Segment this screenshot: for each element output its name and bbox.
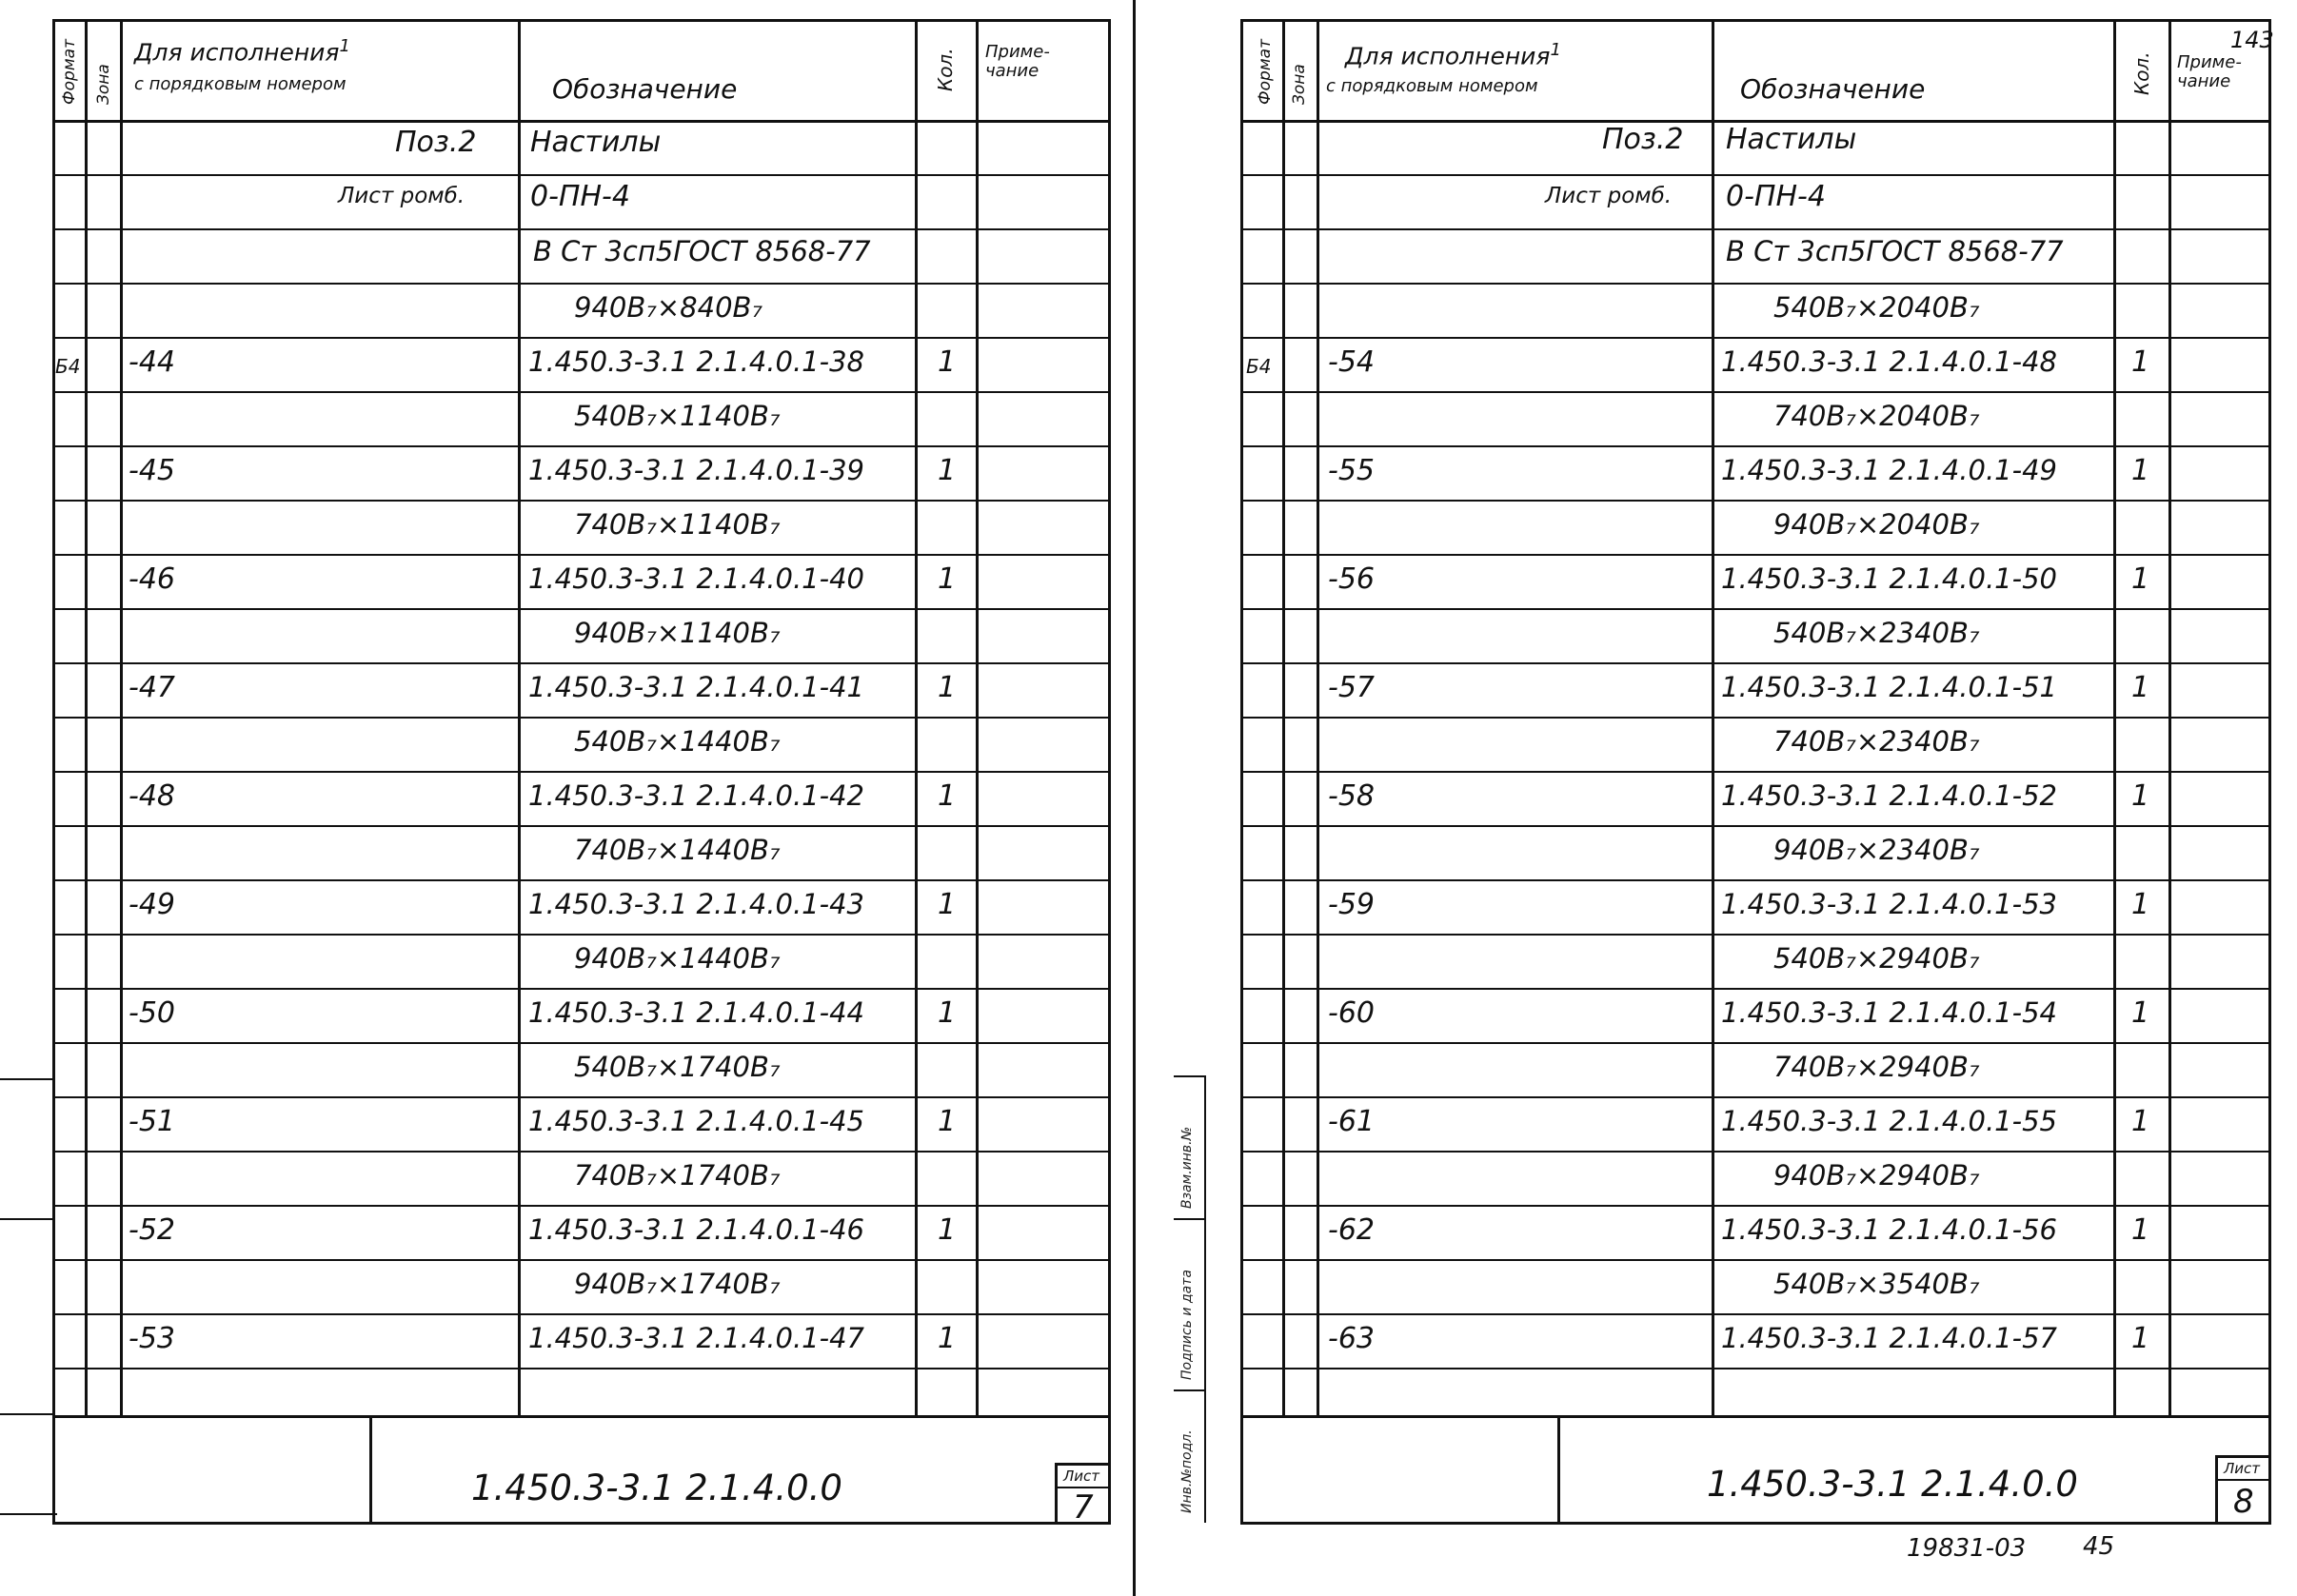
page-number: 143 (2230, 27, 2274, 53)
item-quantity: 1 (2131, 1213, 2150, 1247)
item-number: -56 (1328, 562, 1375, 596)
row-divider (52, 717, 1111, 719)
document-code: 1.450.3-3.1 2.1.4.0.0 (471, 1468, 842, 1508)
item-number: -61 (1328, 1105, 1375, 1138)
item-designation: 1.450.3-3.1 2.1.4.0.1-52 (1721, 779, 2057, 812)
material-spec: В Ст 3сп5ГОСТ 8568-77 (1726, 235, 2064, 267)
item-quantity: 1 (938, 345, 957, 379)
sheet-number-divider (2218, 1479, 2271, 1481)
row-divider (52, 771, 1111, 773)
item-number: -55 (1328, 454, 1375, 487)
item-designation: 1.450.3-3.1 2.1.4.0.1-57 (1721, 1322, 2057, 1354)
item-designation: 1.450.3-3.1 2.1.4.0.1-47 (528, 1322, 864, 1354)
position-label: Поз.2 (395, 126, 477, 159)
item-designation: 1.450.3-3.1 2.1.4.0.1-38 (528, 345, 864, 378)
header-zone: Зона (94, 64, 113, 105)
header-execution-sub: с порядковым номером (134, 74, 347, 94)
sheet-number-box (2215, 1455, 2271, 1525)
row-divider (1240, 337, 2271, 339)
item-designation: 1.450.3-3.1 2.1.4.0.1-43 (528, 888, 864, 920)
item-designation: 1.450.3-3.1 2.1.4.0.1-56 (1721, 1213, 2057, 1246)
row-divider (1240, 1042, 2271, 1044)
header-format: Формат (60, 39, 79, 105)
item-quantity: 1 (938, 562, 957, 596)
item-designation: 1.450.3-3.1 2.1.4.0.1-53 (1721, 888, 2057, 920)
item-size: 740В₇×2940В₇ (1773, 1051, 1980, 1083)
row-divider (52, 1042, 1111, 1044)
row-divider (52, 1096, 1111, 1098)
header-qty: Кол. (2130, 51, 2153, 95)
item-designation: 1.450.3-3.1 2.1.4.0.1-42 (528, 779, 864, 812)
row-divider (52, 554, 1111, 556)
item-size: 940В₇×2340В₇ (1773, 834, 1980, 866)
row-divider (52, 391, 1111, 393)
row-divider (1240, 554, 2271, 556)
item-size: 540В₇×1140В₇ (574, 400, 781, 432)
item-quantity: 1 (2131, 671, 2150, 704)
header-execution-title: Для исполнения$^1$ (134, 36, 350, 67)
item-size: 940В₇×2940В₇ (1773, 1159, 1980, 1192)
material-spec: В Ст 3сп5ГОСТ 8568-77 (533, 235, 871, 267)
item-quantity: 1 (2131, 454, 2150, 487)
item-size: 940В₇×2040В₇ (1773, 508, 1980, 541)
item-number: -60 (1328, 996, 1375, 1030)
item-number: -49 (129, 888, 175, 921)
header-note: Приме-чание (985, 42, 1050, 81)
edge-tick (0, 1513, 57, 1515)
item-size: 940В₇×1440В₇ (574, 942, 781, 975)
sheet-value: 0-ПН-4 (530, 180, 630, 213)
row-divider (52, 825, 1111, 827)
row-divider (1240, 771, 2271, 773)
item-designation: 1.450.3-3.1 2.1.4.0.1-55 (1721, 1105, 2057, 1137)
item-size: 740В₇×1740В₇ (574, 1159, 781, 1192)
sheet-number-label: Лист (1063, 1468, 1100, 1485)
header-zone: Зона (1290, 64, 1309, 105)
row-divider (1240, 717, 2271, 719)
position-label: Поз.2 (1602, 123, 1684, 156)
item-size: 740В₇×1440В₇ (574, 834, 781, 866)
position-value: Настилы (1726, 123, 1857, 156)
item-designation: 1.450.3-3.1 2.1.4.0.1-40 (528, 562, 864, 595)
item-designation: 1.450.3-3.1 2.1.4.0.1-50 (1721, 562, 2057, 595)
row-divider (52, 228, 1111, 230)
stamp-divider (1174, 1389, 1204, 1391)
header-qty: Кол. (934, 48, 957, 91)
item-size: 940В₇×1740В₇ (574, 1268, 781, 1300)
sheet-number: 8 (2233, 1483, 2254, 1521)
item-quantity: 1 (938, 671, 957, 704)
item-quantity: 1 (938, 454, 957, 487)
row-divider (52, 608, 1111, 610)
row-divider (1240, 500, 2271, 502)
row-divider (52, 337, 1111, 339)
item-quantity: 1 (2131, 345, 2150, 379)
row-divider (1240, 228, 2271, 230)
item-designation: 1.450.3-3.1 2.1.4.0.1-46 (528, 1213, 864, 1246)
item-quantity: 1 (938, 779, 957, 813)
item-number: -52 (129, 1213, 175, 1247)
row-divider (52, 934, 1111, 936)
edge-tick (0, 1413, 52, 1415)
row-divider (52, 1151, 1111, 1153)
row-divider (52, 1368, 1111, 1369)
item-designation: 1.450.3-3.1 2.1.4.0.1-44 (528, 996, 864, 1029)
row-divider (1240, 879, 2271, 881)
item-designation: 1.450.3-3.1 2.1.4.0.1-41 (528, 671, 864, 703)
item-number: -58 (1328, 779, 1375, 813)
row-divider (52, 1259, 1111, 1261)
stamp-vzam-inv: Взам.инв.№ (1179, 1126, 1195, 1209)
row-divider (1240, 1096, 2271, 1098)
header-format: Формат (1256, 39, 1275, 105)
item-size: 740В₇×1140В₇ (574, 508, 781, 541)
item-designation: 1.450.3-3.1 2.1.4.0.1-51 (1721, 671, 2057, 703)
row-divider (52, 1205, 1111, 1207)
item-size: 740В₇×2040В₇ (1773, 400, 1980, 432)
row-divider (52, 174, 1111, 176)
document-code: 1.450.3-3.1 2.1.4.0.0 (1707, 1464, 2078, 1505)
row-divider (1240, 988, 2271, 990)
row-divider (1240, 934, 2271, 936)
edge-tick (0, 1078, 52, 1080)
row-divider (1240, 662, 2271, 664)
item-number: -62 (1328, 1213, 1375, 1247)
header-execution-sub: с порядковым номером (1326, 76, 1538, 96)
item-size: 540В₇×1440В₇ (574, 725, 781, 758)
item-number: -44 (129, 345, 175, 379)
sheet-right (1240, 19, 2274, 1563)
row-divider (52, 283, 1111, 285)
item-number: -51 (129, 1105, 175, 1138)
item-size: 540В₇×3540В₇ (1773, 1268, 1980, 1300)
item-size: 540В₇×2340В₇ (1773, 617, 1980, 649)
header-execution-title: Для исполнения$^1$ (1345, 40, 1561, 70)
item-quantity: 1 (938, 1322, 957, 1355)
format-mark: Б4 (1246, 355, 1272, 378)
sheet-number: 7 (1073, 1488, 1094, 1527)
item-number: -46 (129, 562, 175, 596)
item-number: -48 (129, 779, 175, 813)
item-designation: 1.450.3-3.1 2.1.4.0.1-45 (528, 1105, 864, 1137)
item-quantity: 1 (2131, 562, 2150, 596)
row-divider (1240, 1151, 2271, 1153)
row-divider (52, 988, 1111, 990)
sheet-label: Лист ромб. (1545, 184, 1673, 208)
footer-archive-code: 19831-03 (1907, 1534, 2027, 1563)
row-divider (1240, 1313, 2271, 1315)
item-number: -59 (1328, 888, 1375, 921)
row-divider (1240, 1368, 2271, 1369)
item-number: -45 (129, 454, 175, 487)
item-size: 540В₇×2940В₇ (1773, 942, 1980, 975)
item-size: 540В₇×1740В₇ (574, 1051, 781, 1083)
title-block (1240, 1415, 2271, 1525)
item-quantity: 1 (938, 1105, 957, 1138)
item-number: -63 (1328, 1322, 1375, 1355)
item-number: -54 (1328, 345, 1375, 379)
row-divider (52, 662, 1111, 664)
header-note: Приме-чание (2177, 52, 2242, 91)
item-quantity: 1 (2131, 1322, 2150, 1355)
row-divider (1240, 391, 2271, 393)
row-divider (52, 445, 1111, 447)
row-divider (1240, 283, 2271, 285)
item-number: -57 (1328, 671, 1375, 704)
item-designation: 1.450.3-3.1 2.1.4.0.1-39 (528, 454, 864, 486)
sheet-number-box (1055, 1463, 1111, 1525)
item-number: -47 (129, 671, 175, 704)
item-quantity: 1 (938, 888, 957, 921)
item-quantity: 1 (938, 1213, 957, 1247)
footer-archive-number: 45 (2083, 1532, 2115, 1561)
page-gutter (1133, 0, 1136, 1596)
stamp-inv-podl: Инв.№подл. (1179, 1429, 1195, 1513)
sheet-number-label: Лист (2224, 1460, 2261, 1477)
sheet-value: 0-ПН-4 (1726, 180, 1826, 213)
stamp-divider (1174, 1218, 1204, 1220)
title-block (52, 1415, 1111, 1525)
format-mark: Б4 (55, 355, 81, 378)
row-divider (1240, 1259, 2271, 1261)
row-divider (1240, 1205, 2271, 1207)
row-divider (1240, 608, 2271, 610)
item-quantity: 1 (2131, 779, 2150, 813)
item-designation: 1.450.3-3.1 2.1.4.0.1-48 (1721, 345, 2057, 378)
item-quantity: 1 (2131, 1105, 2150, 1138)
row-divider (1240, 445, 2271, 447)
side-stamp (1174, 1075, 1206, 1523)
stamp-divider (1174, 1075, 1204, 1077)
title-block-divider (1557, 1418, 1560, 1525)
item-quantity: 1 (2131, 996, 2150, 1030)
header-designation: Обозначение (552, 73, 738, 105)
edge-tick (0, 1218, 52, 1220)
row-divider (52, 1313, 1111, 1315)
header-divider (52, 120, 1111, 123)
row-divider (52, 879, 1111, 881)
item-quantity: 1 (938, 996, 957, 1030)
sheet-label: Лист ромб. (338, 184, 465, 208)
item-size: 940В₇×840В₇ (574, 291, 763, 324)
item-quantity: 1 (2131, 888, 2150, 921)
header-designation: Обозначение (1740, 73, 1926, 105)
position-value: Настилы (530, 126, 662, 159)
title-block-divider (369, 1418, 372, 1525)
item-size: 940В₇×1140В₇ (574, 617, 781, 649)
stamp-sign-date: Подпись и дата (1179, 1270, 1195, 1380)
item-number: -50 (129, 996, 175, 1030)
sheet-left (52, 19, 1111, 1525)
row-divider (52, 500, 1111, 502)
item-number: -53 (129, 1322, 175, 1355)
item-size: 740В₇×2340В₇ (1773, 725, 1980, 758)
row-divider (1240, 174, 2271, 176)
item-size: 540В₇×2040В₇ (1773, 291, 1980, 324)
item-designation: 1.450.3-3.1 2.1.4.0.1-54 (1721, 996, 2057, 1029)
row-divider (1240, 825, 2271, 827)
item-designation: 1.450.3-3.1 2.1.4.0.1-49 (1721, 454, 2057, 486)
